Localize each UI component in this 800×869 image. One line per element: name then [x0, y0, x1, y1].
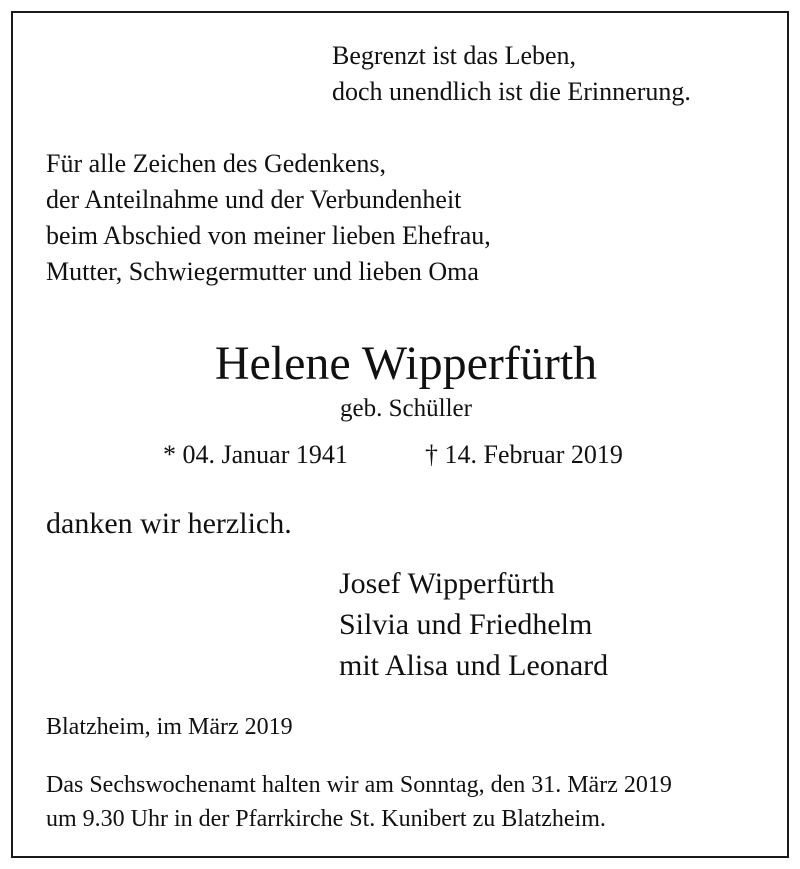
motto-verse	[332, 38, 691, 110]
family-member-line-1: Josef Wipperfürth	[339, 567, 555, 600]
thanks-intro-line-1: Für alle Zeichen des Gedenkens,	[46, 149, 387, 178]
service-notice-line-1: Das Sechswochenamt halten wir am Sonntag, den 31. März 2019	[46, 772, 672, 798]
thanks-closing: danken wir herzlich.	[46, 507, 292, 540]
place-date: Blatzheim, im März 2019	[46, 714, 293, 740]
birth-date: * 04. Januar 1941	[163, 440, 348, 469]
service-notice	[46, 768, 672, 836]
family-signature	[339, 563, 608, 686]
family-member-line-2: Silvia und Friedhelm	[339, 608, 593, 641]
service-notice-line-2: um 9.30 Uhr in der Pfarrkirche St. Kunibert zu Blatzheim.	[46, 806, 606, 832]
family-member-line-3: mit Alisa und Leonard	[339, 649, 609, 682]
thanks-intro-line-2: der Anteilnahme und der Verbundenheit	[46, 185, 462, 214]
death-date: † 14. Februar 2019	[425, 440, 623, 469]
thanks-intro-line-3: beim Abschied von meiner lieben Ehefrau,	[46, 221, 491, 250]
deceased-name: Helene Wipperfürth	[214, 337, 598, 390]
motto-line-1: Begrenzt ist das Leben,	[332, 41, 577, 70]
thanks-intro-line-4: Mutter, Schwiegermutter und lieben Oma	[46, 257, 479, 286]
motto-line-2: doch unendlich ist die Erinnerung.	[332, 77, 691, 106]
thanks-intro	[46, 146, 491, 290]
birth-name: geb. Schüller	[340, 395, 472, 422]
